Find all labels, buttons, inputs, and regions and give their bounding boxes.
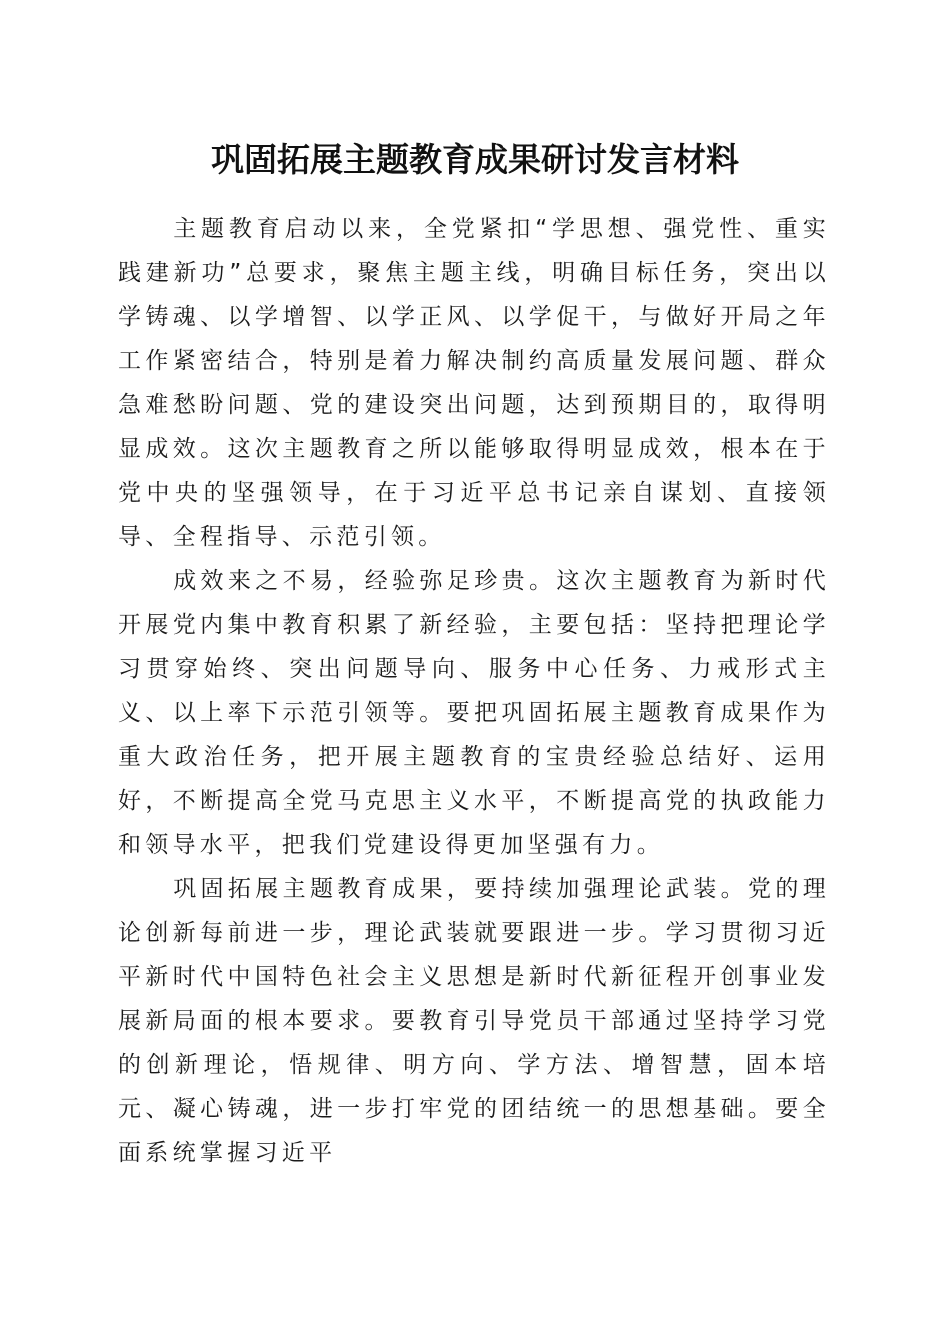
document-title: 巩固拓展主题教育成果研讨发言材料 <box>211 140 739 179</box>
document-body <box>118 207 830 1175</box>
paragraph: 成效来之不易，经验弥足珍贵。这次主题教育为新时代开展党内集中教育积累了新经验，主要包括：坚持把理论学习贯穿始终、突出问题导向、服务中心任务、力戒形式主义、以上率下示范引领等。要把巩固拓展主题教育成果作为重大政治任务，把开展主题教育的宝贵经验总结好、运用好，不断提高全党马克思主义水平，不断提高党的执政能力和领导水平，把我们党建设得更加坚强有力。 <box>118 568 830 858</box>
paragraph: 巩固拓展主题教育成果，要持续加强理论武装。党的理论创新每前进一步，理论武装就要跟进一步。学习贯彻习近平新时代中国特色社会主义思想是新时代新征程开创事业发展新局面的根本要求。要教育引导党员干部通过坚持学习党的创新理论，悟规律、明方向、学方法、增智慧，固本培元、凝心铸魂，进一步打牢党的团结统一的思想基础。要全面系统掌握习近平 <box>118 876 830 1166</box>
paragraph: 主题教育启动以来，全党紧扣“学思想、强党性、重实践建新功”总要求，聚焦主题主线，明确目标任务，突出以学铸魂、以学增智、以学正风、以学促干，与做好开局之年工作紧密结合，特别是着力解决制约高质量发展问题、群众急难愁盼问题、党的建设突出问题，达到预期目的，取得明显成效。这次主题教育之所以能够取得明显成效，根本在于党中央的坚强领导，在于习近平总书记亲自谋划、直接领导、全程指导、示范引领。 <box>118 216 830 550</box>
